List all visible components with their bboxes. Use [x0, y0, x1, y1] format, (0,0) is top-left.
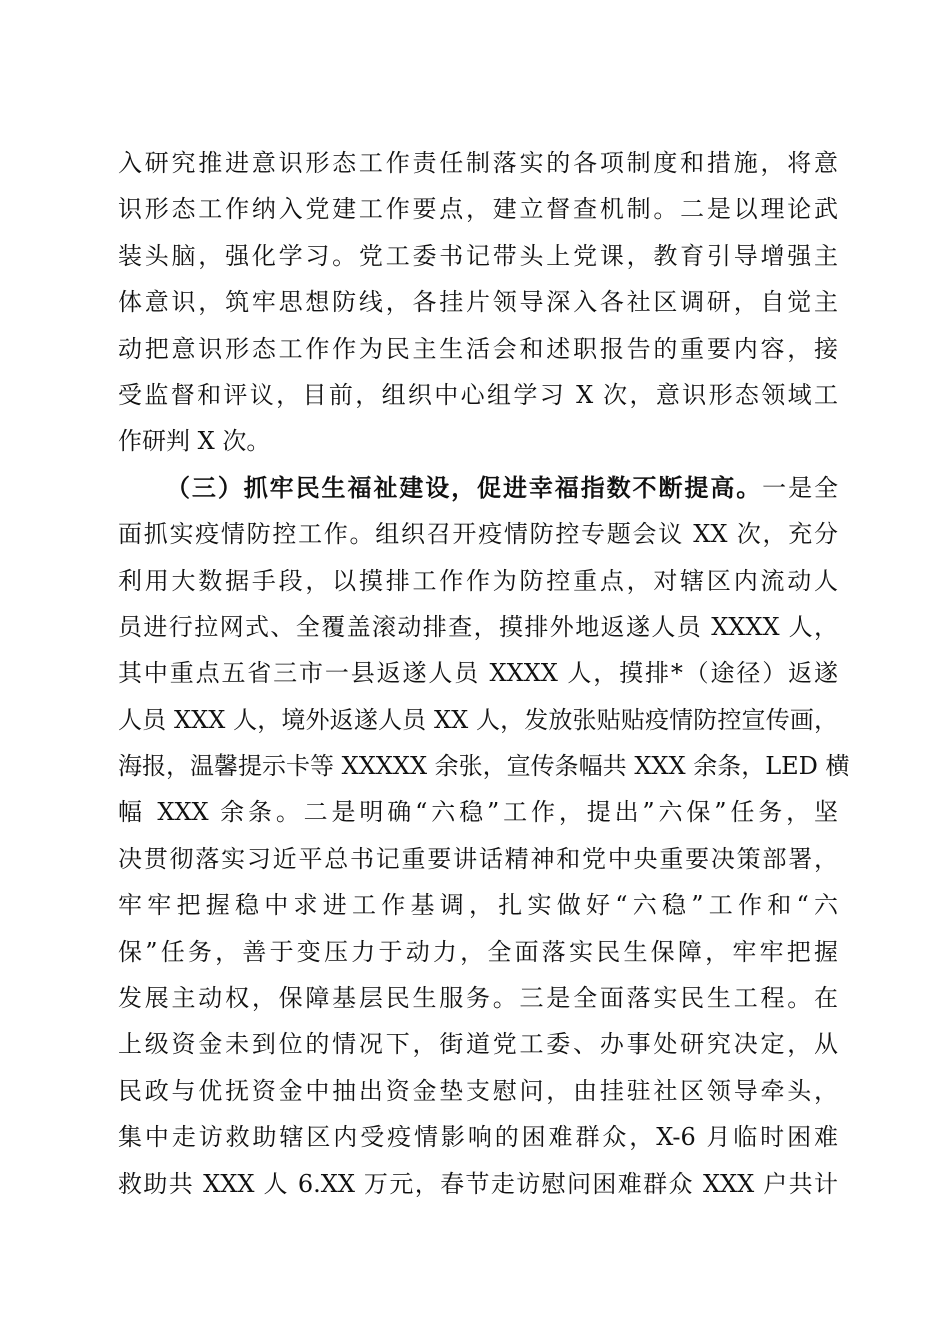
text-line: 面抓实疫情防控工作。组织召开疫情防控专题会议 XX 次，充分: [118, 520, 838, 549]
text-line: 决贯彻落实习近平总书记重要讲话精神和党中央重要决策部署，: [118, 844, 838, 873]
text-line: 受监督和评议，目前，组织中心组学习 X 次，意识形态领域工: [118, 380, 838, 409]
text-line: 海报，温馨提示卡等 XXXXX 余张，宣传条幅共 XXX 余条，LED 横: [118, 752, 850, 781]
document-body: [118, 140, 850, 1207]
section-heading-line: [118, 465, 838, 511]
text-line: 发展主动权，保障基层民生服务。三是全面落实民生工程。在: [118, 984, 838, 1013]
section-heading: （三）抓牢民生福祉建设，促进幸福指数不断提高。: [166, 472, 763, 502]
text-line: 利用大数据手段，以摸排工作作为防控重点，对辖区内流动人: [118, 566, 838, 595]
text-line: 其中重点五省三市一县返遂人员 XXXX 人，摸排*（途径）返遂: [118, 659, 838, 688]
text-line: 牢牢把握稳中求进工作基调，扎实做好“六稳”工作和“六: [118, 891, 838, 920]
text-line: 人员 XXX 人，境外返遂人员 XX 人，发放张贴贴疫情防控宣传画，: [118, 705, 838, 734]
text-line: 幅 XXX 余条。二是明确“六稳”工作，提出”六保”任务，坚: [118, 798, 838, 827]
text-line: 动把意识形态工作作为民主生活会和述职报告的重要内容，接: [118, 334, 838, 363]
text-line: 入研究推进意识形态工作责任制落实的各项制度和措施，将意: [118, 149, 838, 177]
text-line: 识形态工作纳入党建工作要点，建立督查机制。二是以理论武: [118, 195, 838, 224]
text-line: 装头脑，强化学习。党工委书记带头上党课，教育引导增强主: [118, 241, 838, 270]
section-heading-continuation: 一是全: [762, 473, 839, 502]
text-line: 上级资金未到位的情况下，街道党工委、办事处研究决定，从: [118, 1030, 838, 1059]
text-line: 体意识，筑牢思想防线，各挂片领导深入各社区调研，自觉主: [118, 288, 838, 317]
text-line: 救助共 XXX 人 6.XX 万元，春节走访慰问困难群众 XXX 户共计: [118, 1169, 838, 1198]
text-line: 民政与优抚资金中抽出资金垫支慰问，由挂驻社区领导牵头，: [118, 1076, 838, 1105]
text-line: 保”任务，善于变压力于动力，全面落实民生保障，牢牢把握: [118, 937, 838, 966]
text-line: 集中走访救助辖区内受疫情影响的困难群众，X-6 月临时困难: [118, 1123, 838, 1152]
text-line: 员进行拉网式、全覆盖滚动排查，摸排外地返遂人员 XXXX 人，: [118, 612, 838, 641]
text-line: 作研判 X 次。: [118, 427, 271, 456]
